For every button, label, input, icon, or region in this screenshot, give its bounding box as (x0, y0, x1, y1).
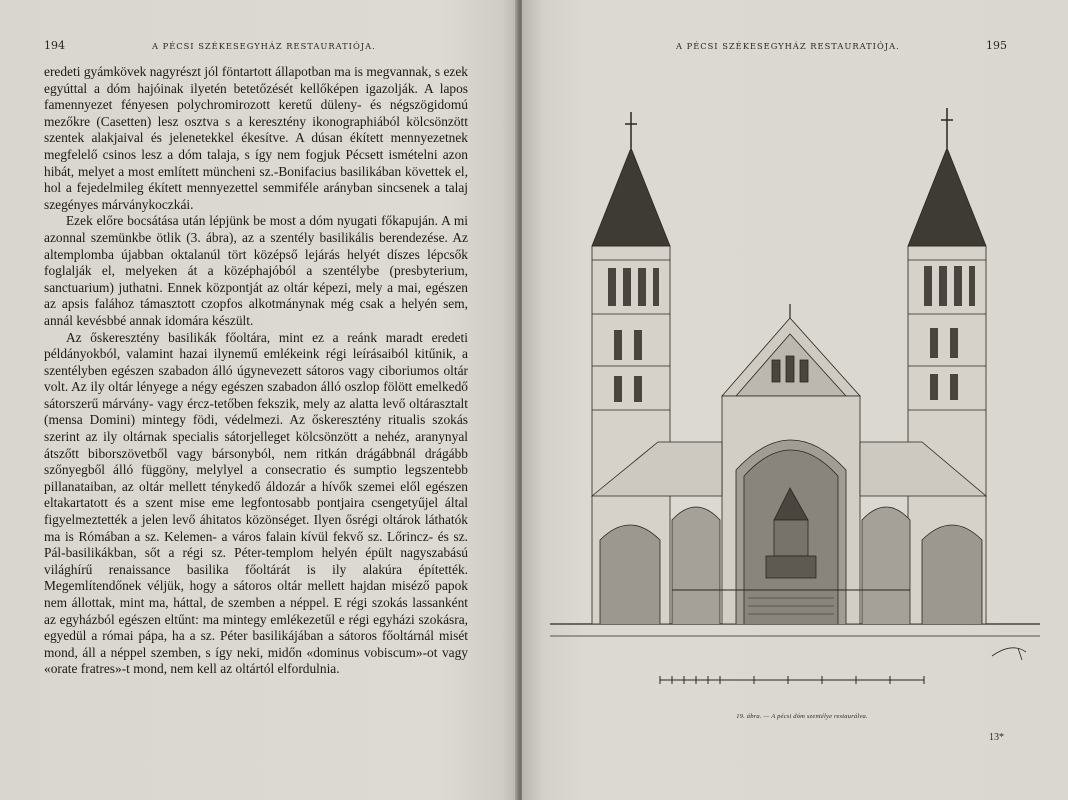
sheet-number: 13* (989, 732, 1004, 743)
right-page (522, 0, 1068, 800)
left-page (0, 0, 518, 800)
left-running-head: A PÉCSI SZÉKESEGYHÁZ RESTAURATIÓJA. (152, 41, 376, 51)
left-page-number: 194 (44, 39, 65, 52)
right-page-number: 195 (986, 39, 1007, 52)
paragraph-3: Az őskeresztény basilikák főoltára, mint ez a reánk maradt eredeti példányokból, valamint hazai ilynemű emlékeink régi leírásaiból kitűnik, a szentélyben egészen szabadon álló úgynevezett sátoros vagy ciboriumos oltár volt. Az ily oltár lényege a négy egészen szabadon álló oszlop fölött emelkedő sátorszerű márvány- vagy ércz-tetőben fekszik, mely az alatta levő oltárasztalt (mensa Domini) mintegy födi, védelmezi. Az őskeresztény ritualis szokás szerint az ily oltárnak specialis sátorjelleget kölcsönzött a nehéz, aranynyal átszőtt biborszövetből vagy bársonyból, nem ritkán drágábbnál drágább szőnyegből álló függöny, melylyel a consecratio és sumptio legszentebb pillanataiban, az oltár mellett ténykedő áldozár a hívők szemei elől egészen eltakartatott és a szent mise eme legfontosabb pontjaira csengetyűjel által figyelmeztették a jelen levő áhitatos közönséget. Ilyen ősrégi oltárok láthatók ma is Rómában a sz. Kelemen- a város falain kívül fekvő sz. Lőrincz- és sz. Pál-basilikákban, sőt a régi sz. Péter-templom helyén épült nagyszabású világhírű renaissance basilika főoltárát is ily alakúra építették. Megemlítendőnek véljük, hogy a sátoros oltár mellett hajdan miséző papok nem állottak, mint ma, háttal, de szemben a néppel. E régi szokás lassanként az egyházból egészen eltűnt: ma mintegy emlékezetűl e régi egyházi szokásra, egyedül a római pápa, ha a sz. Péter basilikájában a sátoros főoltárnál misét mond, áll a néppel szemben, s így neki, midőn «dominus vobiscum»-ot vagy «orate fratres»-t mond, nem kell az oltártól elfordulnia. (44, 329, 468, 677)
left-body-text (44, 64, 468, 678)
paragraph-2: Ezek előre bocsátása után lépjünk be most a dóm nyugati főkapuján. A mi azonnal szemünkbe ötlik (3. ábra), az a szentély basilikális berendezése. Az altemplomba újabban oktalanúl tört középső lejárás helyét díszes lépcsők foglalják el, melyeken át a középhajóból a szentélybe (presbyterium, sanctuarium) juthatni. Ennek központját az oltár képezi, mely a mai, egészen az apsis falához támasztott czopfos alkotmánynak még csak a helyén sem, annál kevésbbé annak idomára készült. (44, 213, 468, 328)
paragraph-1: eredeti gyámkövek nagyrészt jól föntartott állapotban ma is megvannak, s ezek egyúttal a dóm hajóinak ilyetén betetőzését kellőképen igazolják. A lapos famennyezet fényesen polychromirozott keretű düleny- és négszögidomú mezőkre (Casetten) lesz osztva s a keresztény ikonographiából kölcsönzött szentek alakjaival és jelenetekkel ékesítve. A dúsan ékített mennyezetnek megfelelő csinos lesz a dóm talaja, s így nem fogjuk Pécsett ismételni azon hibát, melyet a most említett müncheni sz.-Bonifacius basilikában követtek el, hol a fejedelmileg ékített mennyezettel semmiféle arányban sincsenek a talaj szegényes márványkoczkái. (44, 64, 468, 212)
figure-caption: 19. ábra. — A pécsi dóm szentélye restaurálva. (736, 713, 868, 720)
right-running-head: A PÉCSI SZÉKESEGYHÁZ RESTAURATIÓJA. (676, 41, 900, 51)
scale-bar (522, 0, 1068, 700)
